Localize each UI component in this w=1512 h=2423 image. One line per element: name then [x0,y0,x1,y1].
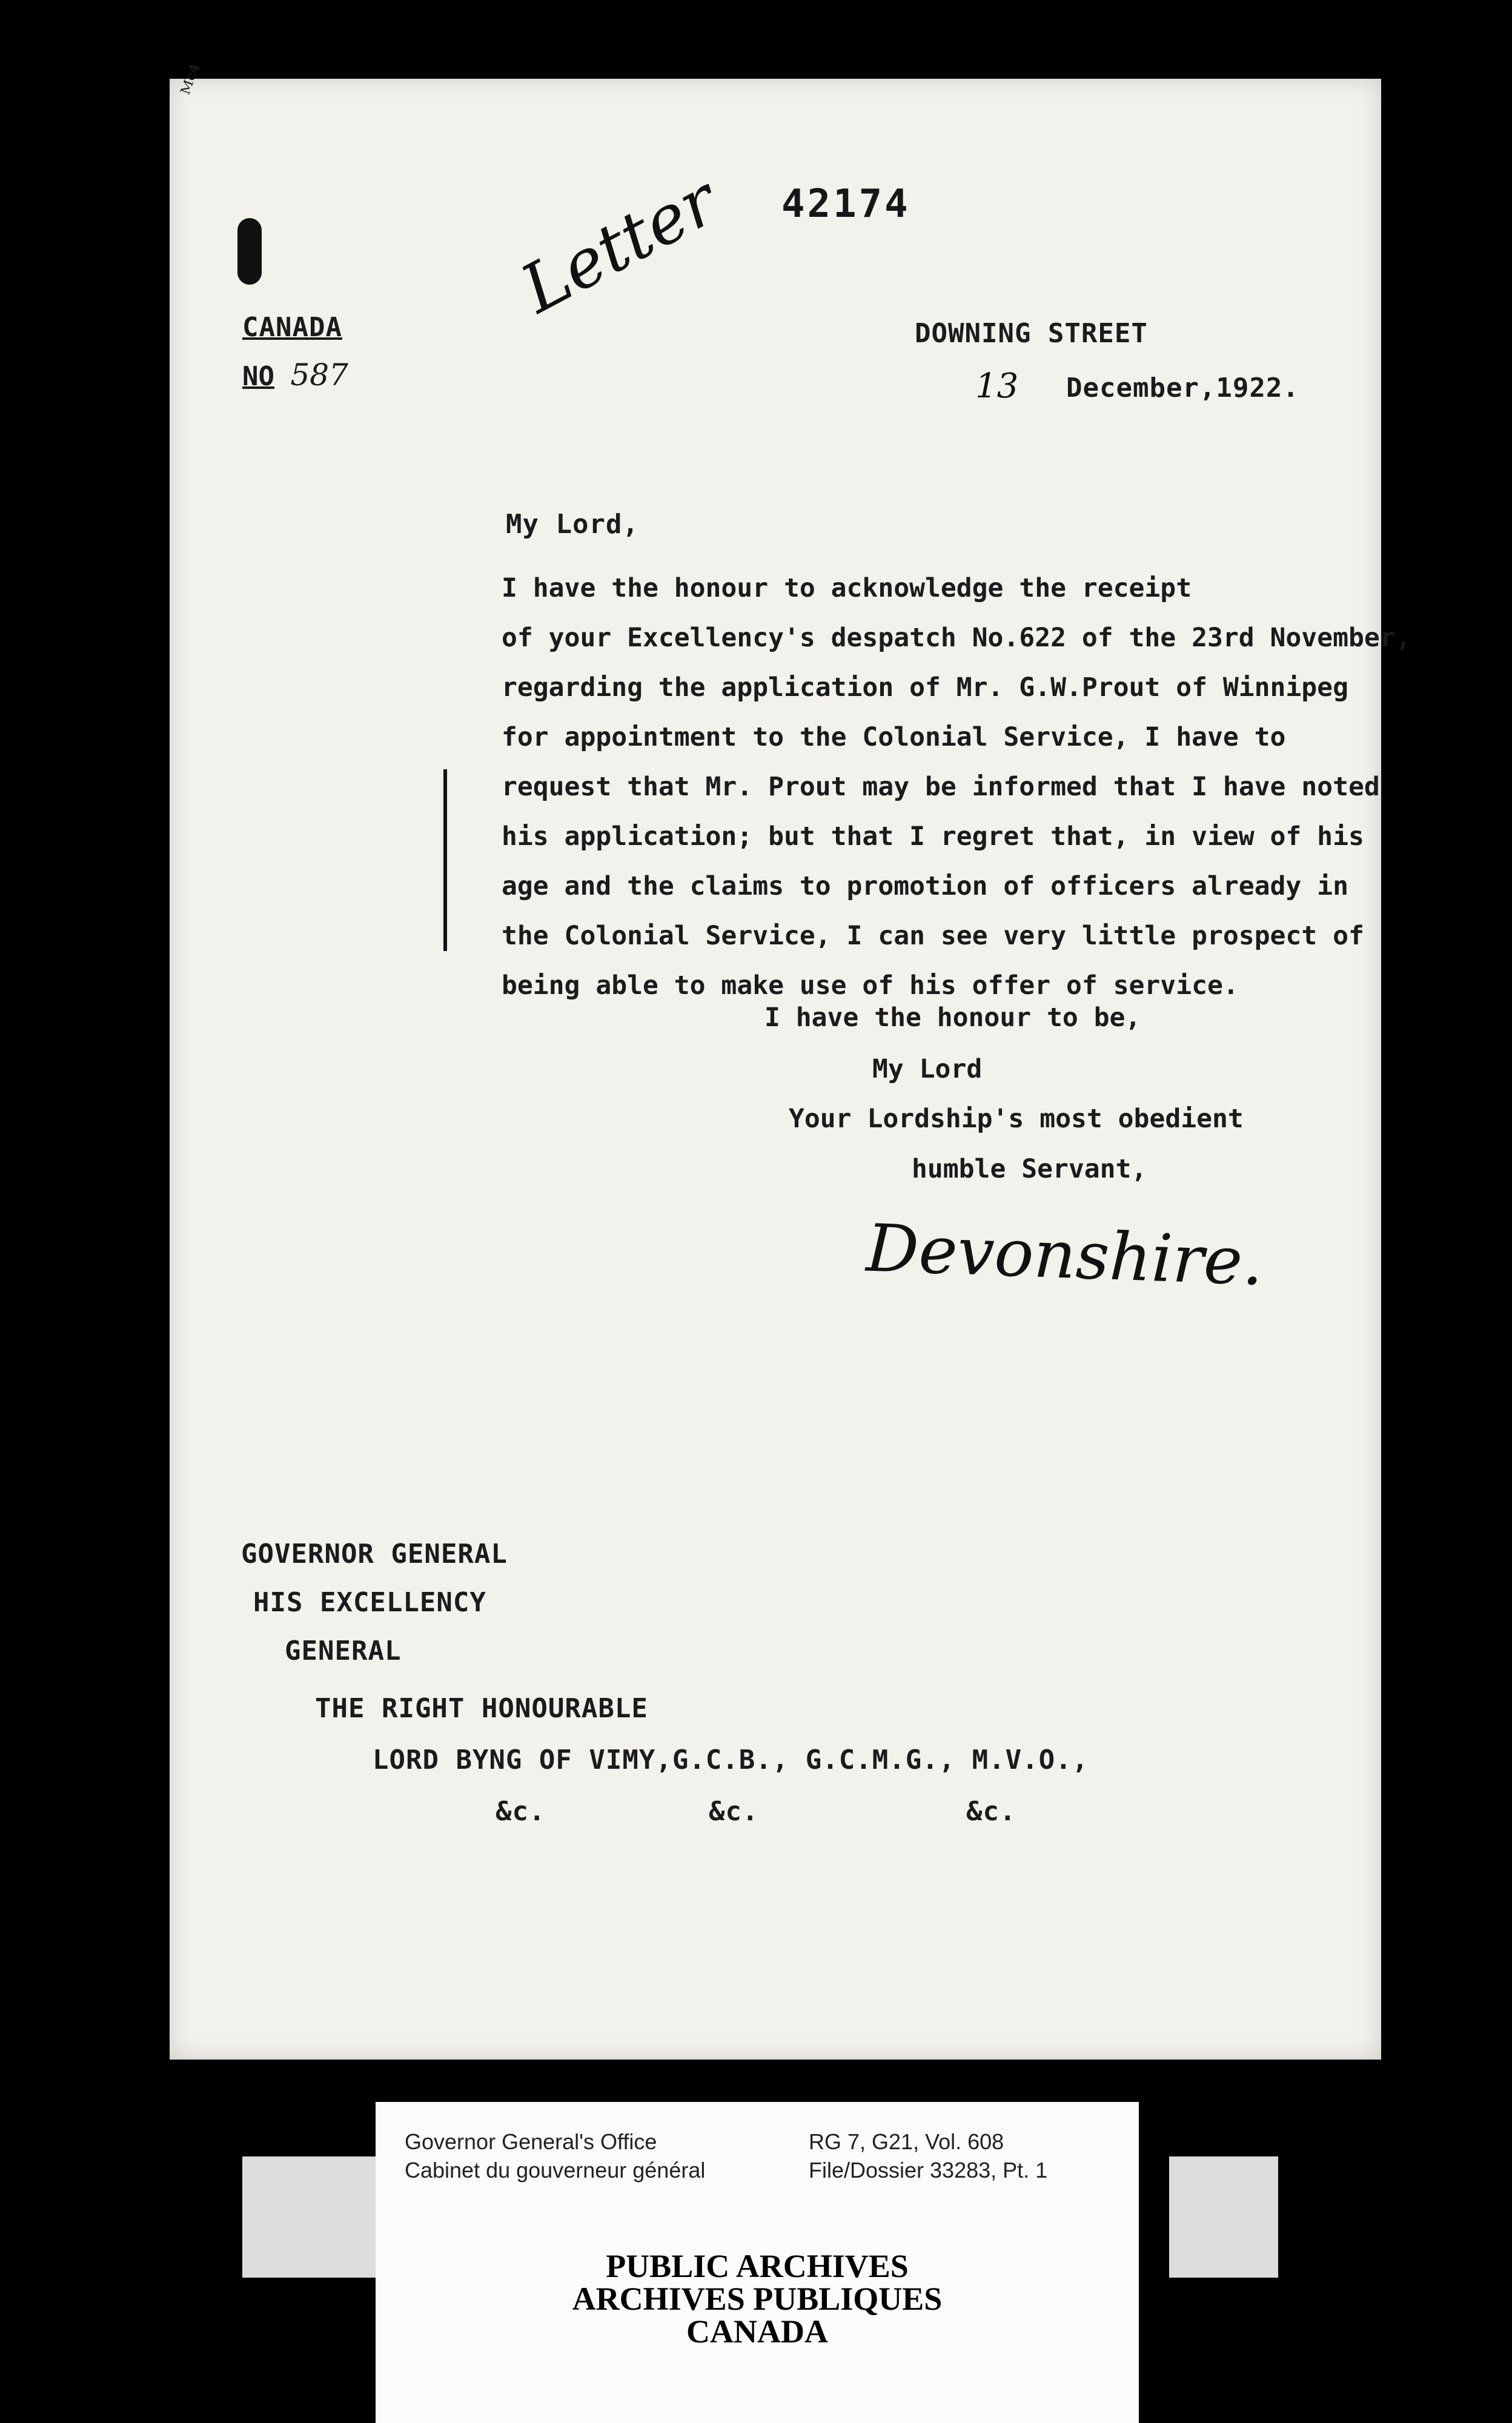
body-line: the Colonial Service, I can see very little prospect of [502,921,1364,951]
archives-stamp-line: PUBLIC ARCHIVES [606,2248,909,2284]
closing-line: My Lord [872,1054,983,1084]
addressee-etc: &c. [966,1796,1016,1827]
closing-line: I have the honour to be, [764,1003,1141,1033]
label-file: File/Dossier 33283, Pt. 1 [809,2158,1048,2183]
dispatch-number-label: NO [242,361,274,392]
addressee-line: HIS EXCELLENCY [253,1587,486,1618]
handwritten-note: Letter [509,161,730,328]
body-line: I have the honour to acknowledge the receipt [502,573,1192,603]
dispatch-number-value: 587 [290,357,348,393]
dispatch-number [242,357,348,393]
header-office: DOWNING STREET [915,318,1148,349]
body-line: being able to make use of his offer of service. [502,970,1239,1001]
letter-body [502,563,1411,1010]
signature: Devonshire. [865,1210,1265,1301]
label-office-en: Governor General's Office [405,2129,657,2154]
body-line: request that Mr. Prout may be informed that I have noted [502,772,1380,802]
addressee-line: GOVERNOR GENERAL [241,1539,508,1569]
body-line: his application; but that I regret that, in view of his [502,821,1364,852]
addressee-line: LORD BYNG OF VIMY,G.C.B., G.C.M.G., M.V.O., [373,1745,1089,1775]
margin-rule [443,769,447,951]
mount-clip-right [1169,2156,1278,2278]
addressee-line: GENERAL [285,1636,402,1666]
header-date-day: 13 [975,366,1019,406]
body-line: of your Excellency's despatch No.622 of the 23rd November, [502,623,1411,653]
body-line: age and the claims to promotion of officers already in [502,871,1348,901]
margin-mark: ᴹᶜ⁴ [176,61,212,101]
label-reference: RG 7, G21, Vol. 608 [809,2129,1004,2154]
label-office-fr: Cabinet du gouverneur général [405,2158,706,2183]
mount-clip-left [242,2156,376,2278]
body-line: for appointment to the Colonial Service, I have to [502,722,1286,752]
salutation: My Lord, [506,509,639,540]
addressee-line: THE RIGHT HONOURABLE [315,1693,648,1724]
header-date: December,1922. [1066,373,1299,403]
closing-line: humble Servant, [912,1154,1147,1184]
archives-stamp-line: CANADA [686,2313,828,2350]
header-country: CANADA [242,312,342,343]
file-number: 42174 [781,182,910,227]
addressee-etc: &c. [496,1796,546,1827]
closing-line: Your Lordship's most obedient [789,1104,1244,1134]
addressee-etc: &c. [709,1796,759,1827]
punch-hole [237,218,262,285]
body-line: regarding the application of Mr. G.W.Prout of Winnipeg [502,672,1348,703]
archives-stamp-line: ARCHIVES PUBLIQUES [572,2281,943,2317]
